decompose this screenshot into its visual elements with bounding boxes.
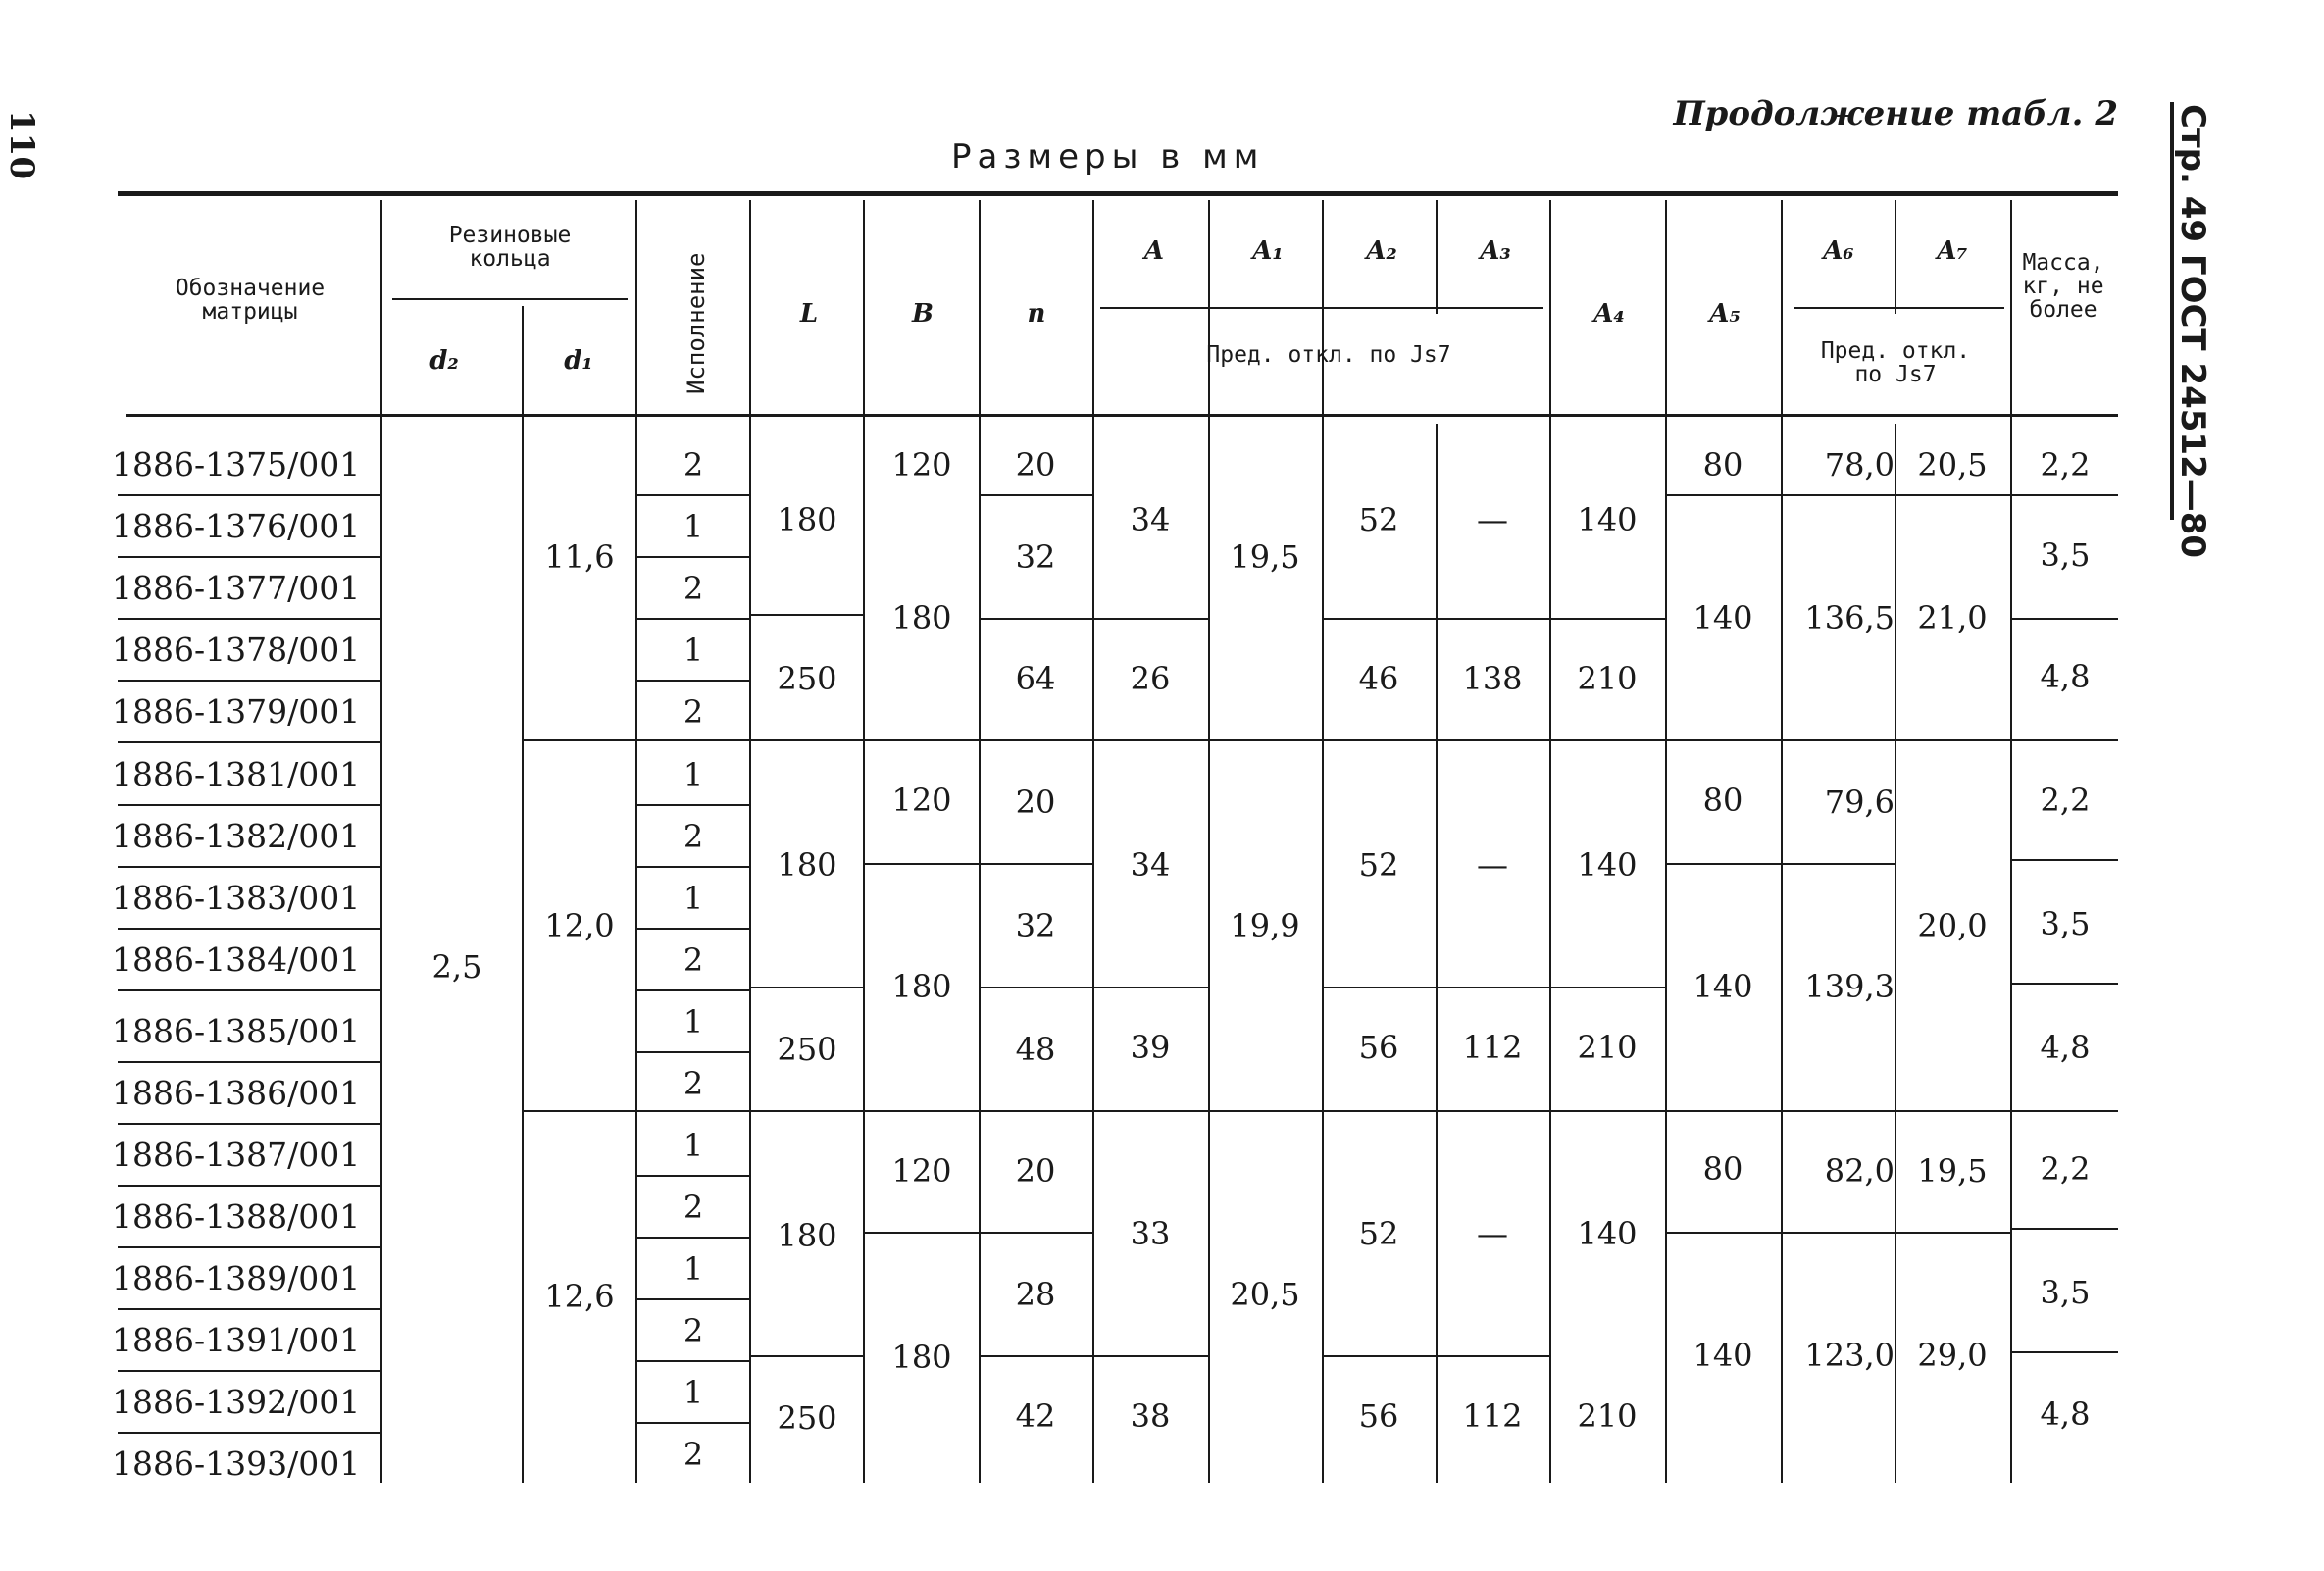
col-line xyxy=(1549,200,1551,1483)
cell-rule xyxy=(749,614,863,616)
version-cell: 2 xyxy=(682,570,704,607)
d1-value: 12,0 xyxy=(544,907,615,944)
cell-rule xyxy=(2010,618,2118,620)
L-value: 250 xyxy=(777,660,837,697)
header-designation: Обозначение матрицы xyxy=(175,276,326,325)
col-line xyxy=(863,200,865,1483)
mass-value: 4,8 xyxy=(2040,658,2091,695)
header-A: A xyxy=(1143,236,1165,266)
A7-value: 21,0 xyxy=(1917,599,1988,636)
table-row: 1886-1379/001 xyxy=(112,692,361,731)
A6-value: 79,6 xyxy=(1824,784,1895,821)
group-rule xyxy=(522,739,2118,741)
row-rule xyxy=(118,1308,380,1310)
version-cell: 1 xyxy=(682,1374,704,1411)
cell-rule xyxy=(1092,987,1208,988)
row-rule xyxy=(637,1175,749,1177)
table-row: 1886-1387/001 xyxy=(112,1136,361,1174)
n-value: 32 xyxy=(1015,538,1056,576)
A6-value: 123,0 xyxy=(1804,1337,1895,1374)
cell-rule xyxy=(979,494,1092,496)
A7-value: 29,0 xyxy=(1917,1337,1988,1374)
A3-value: 138 xyxy=(1462,660,1523,697)
table-row: 1886-1377/001 xyxy=(112,569,361,607)
A2-value: 52 xyxy=(1358,846,1399,884)
header-A7: A₇ xyxy=(1937,236,1968,266)
d2-value: 2,5 xyxy=(431,948,482,986)
version-cell: 2 xyxy=(682,1436,704,1473)
table-row: 1886-1382/001 xyxy=(112,817,361,855)
A5-value: 140 xyxy=(1692,1337,1753,1374)
row-rule xyxy=(118,1061,380,1063)
A2-value: 46 xyxy=(1358,660,1399,697)
row-rule xyxy=(118,1370,380,1372)
version-cell: 2 xyxy=(682,941,704,979)
A-value: 38 xyxy=(1130,1397,1171,1435)
cell-rule xyxy=(2010,983,2118,985)
L-value: 250 xyxy=(777,1399,837,1437)
cell-rule xyxy=(979,987,1092,988)
n-value: 20 xyxy=(1015,1152,1056,1190)
version-cell: 1 xyxy=(682,1250,704,1288)
A7-value: 19,5 xyxy=(1917,1152,1988,1190)
page-number: 110 xyxy=(2,110,41,179)
A-value: 34 xyxy=(1130,501,1171,538)
A4-value: 140 xyxy=(1577,1215,1638,1252)
row-rule xyxy=(637,928,749,930)
cell-rule xyxy=(1092,1355,1208,1357)
A2-value: 52 xyxy=(1358,1215,1399,1252)
header-A5: A₅ xyxy=(1709,299,1741,329)
row-rule xyxy=(637,1051,749,1053)
row-rule xyxy=(637,1360,749,1362)
row-rule xyxy=(118,1185,380,1187)
table-row: 1886-1385/001 xyxy=(112,1012,361,1050)
L-value: 180 xyxy=(777,1217,837,1254)
A6-value: 82,0 xyxy=(1824,1152,1895,1190)
row-rule xyxy=(118,928,380,930)
A5-value: 80 xyxy=(1702,446,1743,483)
A3-value: — xyxy=(1477,501,1508,538)
cell-rule xyxy=(1549,987,1665,988)
col-line xyxy=(1092,200,1094,1483)
col-line xyxy=(1895,424,1896,1483)
L-value: 180 xyxy=(777,846,837,884)
header-d1: d₁ xyxy=(564,346,593,376)
mass-value: 3,5 xyxy=(2040,1274,2091,1311)
table-row: 1886-1388/001 xyxy=(112,1197,361,1236)
A-value: 26 xyxy=(1130,660,1171,697)
A-value: 33 xyxy=(1130,1215,1171,1252)
mass-value: 3,5 xyxy=(2040,536,2091,574)
A2-value: 56 xyxy=(1358,1029,1399,1066)
cell-rule xyxy=(749,987,863,988)
A1-value: 20,5 xyxy=(1230,1276,1300,1313)
row-rule xyxy=(637,680,749,682)
A7-value: 20,0 xyxy=(1917,907,1988,944)
A5-value: 140 xyxy=(1692,968,1753,1005)
row-rule xyxy=(118,680,380,682)
row-rule xyxy=(637,866,749,868)
row-rule xyxy=(118,1432,380,1434)
table-row: 1886-1376/001 xyxy=(112,507,361,545)
col-line xyxy=(1322,200,1324,1483)
col-line xyxy=(1665,200,1667,1483)
A5-value: 140 xyxy=(1692,599,1753,636)
A6-value: 78,0 xyxy=(1824,446,1895,483)
mass-value: 2,2 xyxy=(2040,446,2091,483)
cell-rule xyxy=(2010,859,2118,861)
row-rule xyxy=(637,618,749,620)
cell-rule xyxy=(2010,1351,2118,1353)
row-rule xyxy=(118,618,380,620)
A6-value: 139,3 xyxy=(1804,968,1895,1005)
row-rule xyxy=(118,1246,380,1248)
mass-value: 2,2 xyxy=(2040,782,2091,819)
B-value: 180 xyxy=(891,1339,952,1376)
cell-rule xyxy=(863,1232,1092,1234)
version-cell: 1 xyxy=(682,1127,704,1164)
version-cell: 1 xyxy=(682,632,704,669)
cell-rule xyxy=(1092,618,1208,620)
A-value: 39 xyxy=(1130,1029,1171,1066)
table-row: 1886-1381/001 xyxy=(112,755,361,793)
d1-value: 12,6 xyxy=(544,1278,615,1315)
row-rule xyxy=(637,494,749,496)
header-tolerance-1: Пред. откл. по Js7 xyxy=(1206,342,1451,368)
header-version: Исполнение xyxy=(682,252,710,394)
A4-value: 140 xyxy=(1577,501,1638,538)
header-mass: Масса, кг, не более xyxy=(2022,250,2104,323)
table-row: 1886-1378/001 xyxy=(112,631,361,669)
cell-rule xyxy=(2010,1228,2118,1230)
B-value: 180 xyxy=(891,968,952,1005)
B-value: 120 xyxy=(891,446,952,483)
table-continuation-caption: Продолжение табл. 2 xyxy=(1673,94,2118,133)
header-A4: A₄ xyxy=(1593,299,1625,329)
A4-value: 140 xyxy=(1577,846,1638,884)
A2-value: 56 xyxy=(1358,1397,1399,1435)
table-row: 1886-1384/001 xyxy=(112,940,361,979)
version-cell: 1 xyxy=(682,756,704,793)
L-value: 180 xyxy=(777,501,837,538)
header-rubber-rings: Резиновые кольца xyxy=(448,223,572,272)
version-cell: 1 xyxy=(682,1003,704,1040)
row-rule xyxy=(637,804,749,806)
mass-value: 2,2 xyxy=(2040,1150,2091,1188)
header-L: L xyxy=(799,299,819,329)
dimensions-note: Размеры в мм xyxy=(951,137,1265,177)
table-row: 1886-1391/001 xyxy=(112,1321,361,1359)
A2-value: 52 xyxy=(1358,501,1399,538)
cell-rule xyxy=(2010,494,2118,496)
n-value: 48 xyxy=(1015,1031,1056,1068)
mass-value: 4,8 xyxy=(2040,1029,2091,1066)
A3-value: 112 xyxy=(1462,1029,1523,1066)
version-cell: 2 xyxy=(682,693,704,731)
row-rule xyxy=(637,1298,749,1300)
col-line xyxy=(1895,200,1896,314)
A3-value: — xyxy=(1477,846,1508,884)
n-value: 64 xyxy=(1015,660,1056,697)
A4-value: 210 xyxy=(1577,660,1638,697)
n-value: 20 xyxy=(1015,784,1056,821)
row-rule xyxy=(118,989,380,991)
mass-value: 4,8 xyxy=(2040,1395,2091,1433)
A3-value: — xyxy=(1477,1215,1508,1252)
version-cell: 2 xyxy=(682,1189,704,1226)
row-rule xyxy=(637,989,749,991)
cell-rule xyxy=(1665,863,1895,865)
row-rule xyxy=(118,1123,380,1125)
A1-value: 19,5 xyxy=(1230,538,1300,576)
A6-value: 136,5 xyxy=(1804,599,1895,636)
cell-rule xyxy=(863,863,1092,865)
version-cell: 2 xyxy=(682,446,704,483)
table-row: 1886-1392/001 xyxy=(112,1383,361,1421)
row-rule xyxy=(118,556,380,558)
n-value: 42 xyxy=(1015,1397,1056,1435)
row-rule xyxy=(637,1422,749,1424)
B-value: 120 xyxy=(891,1152,952,1190)
version-cell: 2 xyxy=(682,1065,704,1102)
header-subrule xyxy=(392,298,628,300)
col-line xyxy=(1781,200,1783,1483)
header-subrule xyxy=(1794,307,2004,309)
n-value: 28 xyxy=(1015,1276,1056,1313)
row-rule xyxy=(118,804,380,806)
table-row: 1886-1393/001 xyxy=(112,1444,361,1483)
table-row: 1886-1375/001 xyxy=(112,445,361,483)
version-cell: 1 xyxy=(682,508,704,545)
n-value: 32 xyxy=(1015,907,1056,944)
header-A6: A₆ xyxy=(1823,236,1854,266)
A3-value: 112 xyxy=(1462,1397,1523,1435)
mass-value: 3,5 xyxy=(2040,905,2091,942)
B-value: 180 xyxy=(891,599,952,636)
header-B: B xyxy=(912,299,934,329)
cell-rule xyxy=(1322,1355,1549,1357)
L-value: 250 xyxy=(777,1031,837,1068)
col-line xyxy=(380,200,382,1483)
row-rule xyxy=(118,866,380,868)
cell-rule xyxy=(979,618,1092,620)
version-cell: 2 xyxy=(682,1312,704,1349)
header-A3: A₃ xyxy=(1480,236,1511,266)
row-rule xyxy=(118,741,380,743)
table-top-rule xyxy=(118,191,2118,196)
d1-value: 11,6 xyxy=(544,538,615,576)
table-row: 1886-1386/001 xyxy=(112,1074,361,1112)
A-value: 34 xyxy=(1130,846,1171,884)
col-line xyxy=(749,200,751,1483)
header-tolerance-2: Пред. откл. по Js7 xyxy=(1820,338,1971,387)
version-cell: 1 xyxy=(682,880,704,917)
table-row: 1886-1383/001 xyxy=(112,879,361,917)
col-line xyxy=(1436,200,1438,314)
cell-rule xyxy=(1322,987,1549,988)
header-d2: d₂ xyxy=(429,346,459,376)
row-rule xyxy=(118,494,380,496)
cell-rule xyxy=(1322,618,1549,620)
header-bottom-rule xyxy=(126,414,2118,417)
n-value: 20 xyxy=(1015,446,1056,483)
B-value: 120 xyxy=(891,782,952,819)
cell-rule xyxy=(1665,494,2010,496)
cell-rule xyxy=(1665,1232,2010,1234)
header-A2: A₂ xyxy=(1366,236,1397,266)
cell-rule xyxy=(749,1355,863,1357)
table-row: 1886-1389/001 xyxy=(112,1259,361,1297)
A5-value: 80 xyxy=(1702,782,1743,819)
cell-rule xyxy=(1549,618,1665,620)
row-rule xyxy=(637,1237,749,1239)
version-cell: 2 xyxy=(682,818,704,855)
row-rule xyxy=(637,556,749,558)
A4-value: 210 xyxy=(1577,1397,1638,1435)
A7-value: 20,5 xyxy=(1917,446,1988,483)
col-line xyxy=(1436,424,1438,1483)
header-n: n xyxy=(1027,299,1046,329)
header-A1: A₁ xyxy=(1252,236,1284,266)
A1-value: 19,9 xyxy=(1230,907,1300,944)
group-rule xyxy=(522,1110,2118,1112)
A5-value: 80 xyxy=(1702,1150,1743,1188)
A4-value: 210 xyxy=(1577,1029,1638,1066)
cell-rule xyxy=(979,1355,1092,1357)
side-header: Стр. 49 ГОСТ 24512—80 xyxy=(2173,104,2212,559)
